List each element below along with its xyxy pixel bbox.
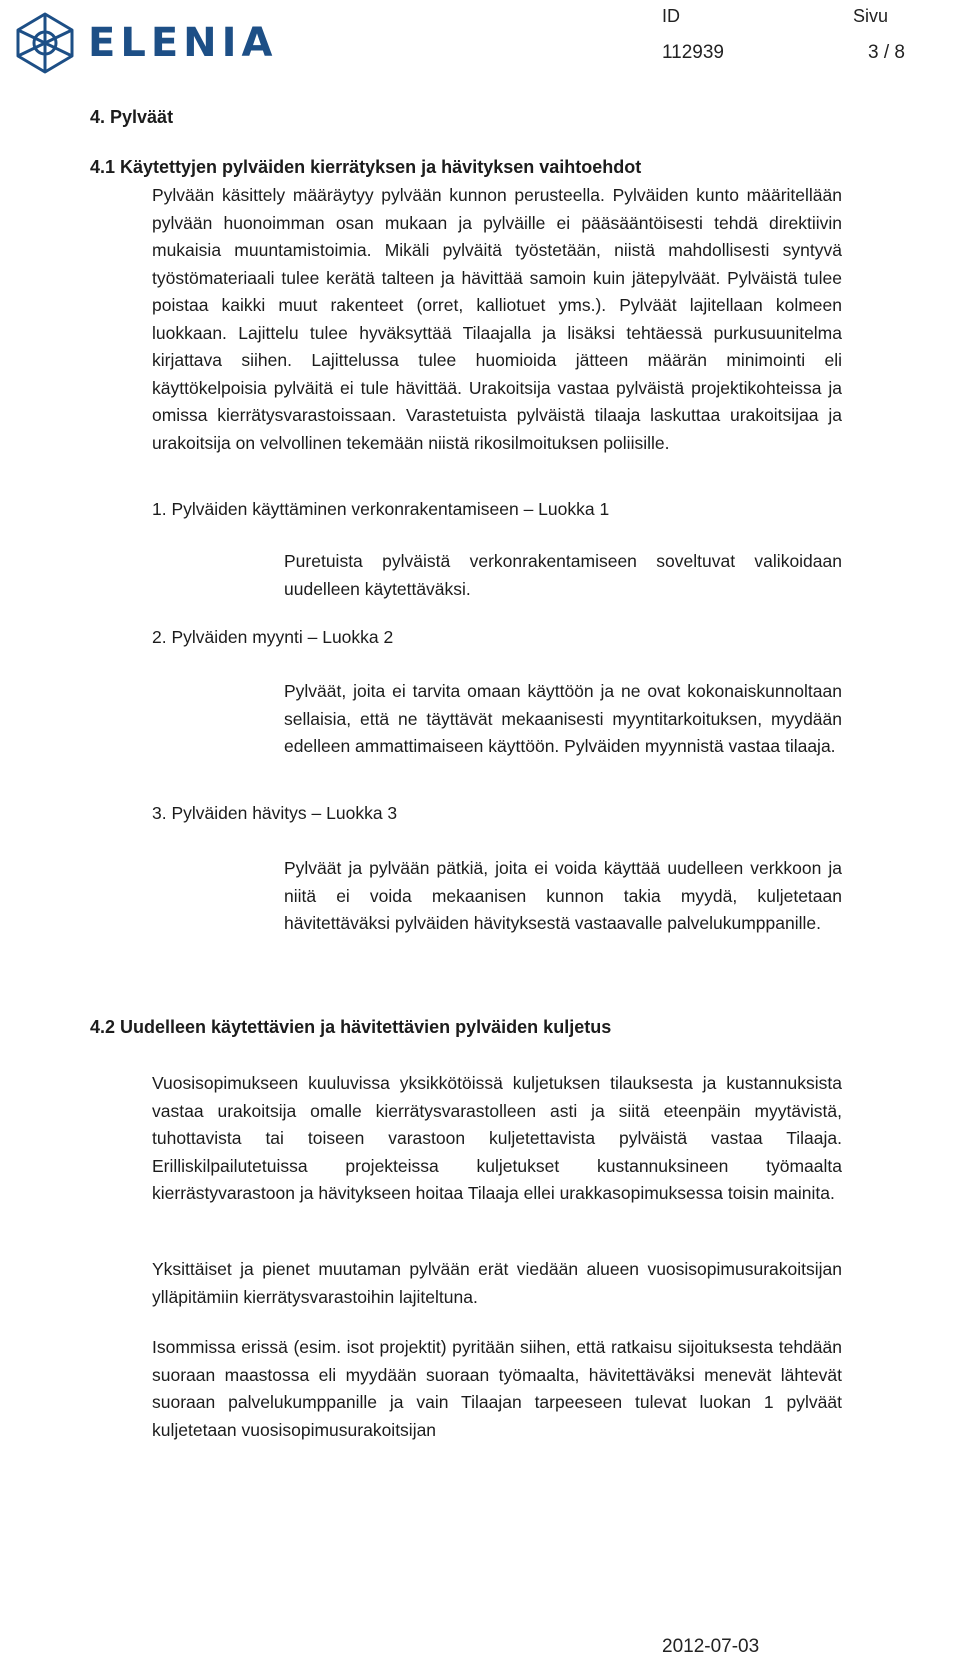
- category-1-title: 1. Pylväiden käyttäminen verkonrakentamiseen – Luokka 1: [152, 499, 610, 519]
- id-label: ID: [662, 6, 680, 26]
- category-3-title: 3. Pylväiden hävitys – Luokka 3: [152, 803, 398, 823]
- page-number: 3 / 8: [868, 42, 905, 63]
- document-id: 112939: [662, 42, 724, 63]
- category-1-text: Puretuista pylväistä verkonrakentamiseen soveltuvat valikoidaan uudelleen käytettäväksi.: [284, 551, 842, 599]
- document-date: 2012-07-03: [662, 1636, 760, 1657]
- transport-paragraph-1: Vuosisopimukseen kuuluvissa yksikkötöissä kuljetuksen tilauksesta ja kustannuksista vastaa urakoitsija omalle kierrätysvarastolleen asti ja siitä eteenpäin myytävistä, tuhottavista tai toiseen varastoon kuljetettavista pylväistä vastaa Tilaaja. Erilliskilpailutetuissa projekteissa kuljetukset kustannuksineen työmaalta kierrästyvarastoon ja hävitykseen hoitaa Tilaaja ellei urakkasopimuksessa toisin mainita.: [152, 1073, 842, 1203]
- subsection-4-1-heading: 4.1 Käytettyjen pylväiden kierrätyksen ja hävityksen vaihtoehdot: [90, 157, 642, 177]
- transport-paragraph-3: Isommissa erissä (esim. isot projektit) pyritään siihen, että ratkaisu sijoituksesta tehdään suoraan maastossa eli myydään suoraan työmaalta, hävitettäväksi menevät lähtevät suoraan palvelukumppanille ja vain Tilaajan tarpeeseen tulevat luokan 1 pylväät kuljetetaan vuosisopimusurakoitsijan: [152, 1337, 842, 1440]
- logo-text: ELENIA: [88, 20, 278, 66]
- category-3-text: Pylväät ja pylvään pätkiä, joita ei voida käyttää uudelleen verkkoon ja niitä ei voida mekaanisen kunnon takia myydä, kuljetetaan hävitettäväksi pylväiden hävityksestä vastaavalle palvelukumppanille.: [284, 858, 842, 933]
- page-label: Sivu: [853, 6, 889, 26]
- transport-paragraph-2: Yksittäiset ja pienet muutaman pylvään erät viedään alueen vuosisopimusurakoitsijan ylläpitämiin kierrätysvarastoihin lajiteltuna.: [152, 1259, 842, 1307]
- section-heading: 4. Pylväät: [90, 107, 174, 127]
- intro-paragraph: Pylvään käsittely määräytyy pylvään kunnon perusteella. Pylväiden kunto määritellään pylvään huonoimman osan mukaan ja pylväille ei pääsääntöisesti tehdä direktiivin mukaisia muuntamistoimia. Mikäli pylväitä työstetään, niistä mahdollisesti syntyvä työstömateriaali tulee kerätä talteen ja hävittää samoin kuin jätepylväät. Pylväistä tulee poistaa kaikki muut rakenteet (orret, kalliotuet yms.). Pylväät lajitellaan kolmeen luokkaan. Lajittelu tulee hyväksyttää Tilaajalla ja lisäksi tehtäessä purkusuunitelma kirjattava siihen. Lajittelussa tulee huomioida jätteen määrän minimointi eli käyttökelpoisia pylväitä ei tule hävittää. Urakoitsija vastaa pylväistä projektikohteissa ja omissa kierrätysvarastoissaan. Varastetuista pylväistä tilaaja laskuttaa urakoitsijaa ja urakoitsija on velvollinen tekemään niistä rikosilmoituksen poliisille.: [152, 185, 842, 453]
- category-2-title: 2. Pylväiden myynti – Luokka 2: [152, 627, 394, 647]
- elenia-logo: [12, 10, 277, 76]
- elenia-emblem-icon: [12, 10, 78, 76]
- category-2-text: Pylväät, joita ei tarvita omaan käyttöön ja ne ovat kokonaiskunnoltaan sellaisia, että ne täyttävät mekaanisesti myyntitarkoituksen, myydään edelleen ammattimaiseen käyttöön. Pylväiden myynnistä vastaa tilaaja.: [284, 681, 842, 756]
- subsection-4-2-heading: 4.2 Uudelleen käytettävien ja hävitettävien pylväiden kuljetus: [90, 1017, 612, 1037]
- page-header: [0, 0, 960, 90]
